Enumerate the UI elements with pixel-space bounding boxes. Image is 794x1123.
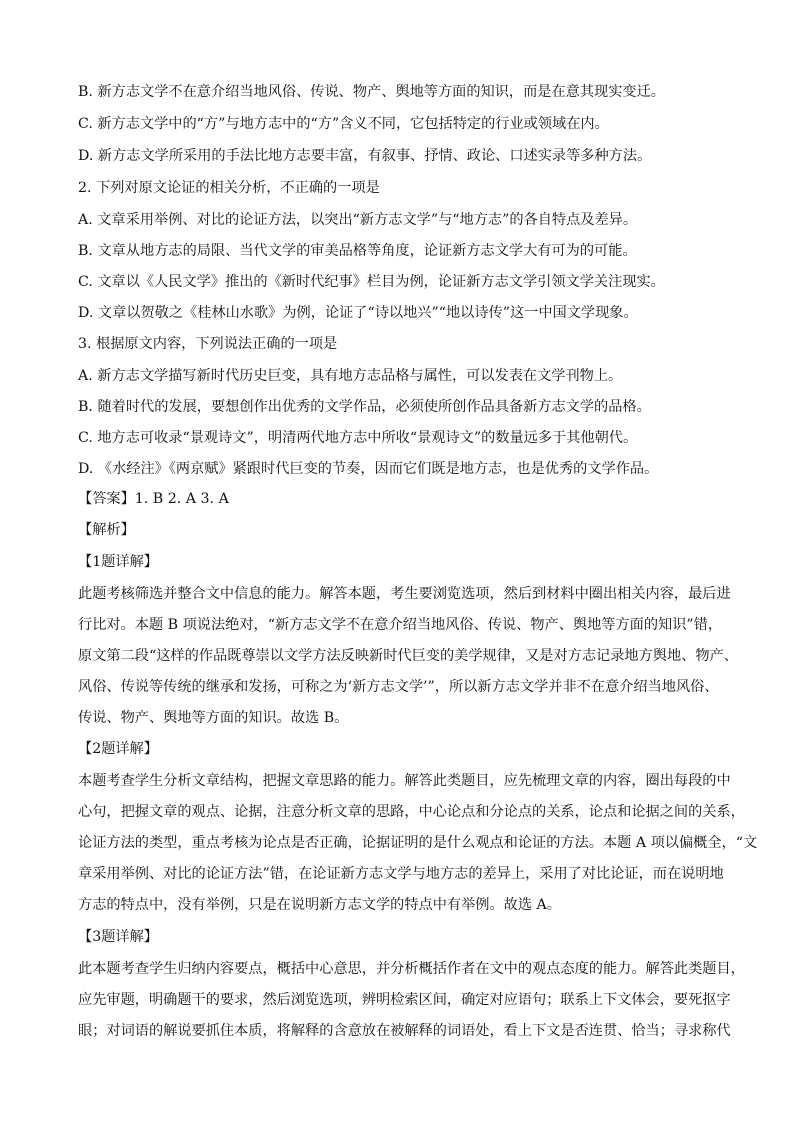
- q2-detail-line: 方志的特点中，没有举例，只是在说明新方志文学的特点中有举例。故选 A。: [78, 897, 561, 913]
- q3-detail-line: 此本题考查学生归纳内容要点，概括中心意思，并分析概括作者在文中的观点态度的能力。解答此类题目，: [78, 961, 745, 977]
- q3-detail-line: 眼；对词语的解说要抓住本质，将解释的含意放在被解释的词语处，看上下文是否连贯、恰当；寻求称代: [78, 1023, 731, 1039]
- q1-detail-line: 此题考核筛选并整合文中信息的能力。解答本题，考生要浏览选项，然后到材料中圈出相关内容，最后进: [78, 586, 731, 602]
- option-2a: A. 文章采用举例、对比的论证方法，以突出“新方志文学”与“地方志”的各自特点及差异。: [78, 212, 638, 228]
- q1-detail-heading: 【1题详解】: [78, 554, 158, 570]
- q2-detail-line: 本题考查学生分析文章结构，把握文章思路的能力。解答此类题目，应先梳理文章的内容，圈出每段的中: [78, 773, 731, 789]
- q1-detail-line: 传说、物产、舆地等方面的知识。故选 B。: [78, 710, 349, 726]
- q3-detail-line: 应先审题，明确题干的要求，然后浏览选项，辨明检索区间，确定对应语句；联系上下文体会，要死抠字: [78, 992, 731, 1008]
- option-1c: C. 新方志文学中的“方”与地方志中的“方”含义不同，它包括特定的行业或领域在内。: [78, 116, 609, 132]
- option-1b: B. 新方志文学不在意介绍当地风俗、传说、物产、舆地等方面的知识，而是在意其现实变迁。: [78, 84, 665, 100]
- q1-detail-line: 原文第二段“这样的作品既尊崇以文学方法反映新时代巨变的美学规律，又是对方志记录地方舆地、物产、: [78, 648, 738, 664]
- q1-detail-line: 行比对。本题 B 项说法绝对，“新方志文学不在意介绍当地风俗、传说、物产、舆地等方面的知识”错，: [78, 617, 723, 633]
- option-2c: C. 文章以《人民文学》推出的《新时代纪事》栏目为例，论证新方志文学引领文学关注现实。: [78, 274, 665, 290]
- option-3d: D. 《水经注》《两京赋》紧跟时代巨变的节奏，因而它们既是地方志，也是优秀的文学作品。: [78, 461, 659, 477]
- option-2b: B. 文章从地方志的局限、当代文学的审美品格等角度，论证新方志文学大有可为的可能。: [78, 243, 637, 259]
- analysis-heading: 【解析】: [78, 522, 135, 538]
- q2-detail-line: 论证方法的类型，重点考核为论点是否正确，论据证明的是什么观点和论证的方法。本题 A 项以偏概全，“文: [78, 835, 758, 851]
- q2-detail-line: 心句，把握文章的观点、论据，注意分析文章的思路，中心论点和分论点的关系，论点和论据之间的关系，: [78, 804, 745, 820]
- q3-detail-heading: 【3题详解】: [78, 929, 158, 945]
- q2-detail-line: 章采用举例、对比的论证方法”错，在论证新方志文学与地方志的差异上，采用了对比论证，而在说明地: [78, 866, 724, 882]
- answer-line: 【答案】1. B 2. A 3. A: [78, 491, 229, 507]
- option-3c: C. 地方志可收录“景观诗文”，明清两代地方志中所收“景观诗文”的数量远多于其他朝代。: [78, 430, 638, 446]
- question-2: 2. 下列对原文论证的相关分析，不正确的一项是: [78, 180, 380, 196]
- option-1d: D. 新方志文学所采用的手法比地方志要丰富，有叙事、抒情、政论、口述实录等多种方法。: [78, 148, 652, 164]
- option-3b: B. 随着时代的发展，要想创作出优秀的文学作品，必须使所创作品具备新方志文学的品格。: [78, 399, 651, 415]
- question-3: 3. 根据原文内容，下列说法正确的一项是: [78, 336, 338, 352]
- q2-detail-heading: 【2题详解】: [78, 741, 158, 757]
- q1-detail-line: 风俗、传说等传统的继承和发扬，可称之为‘新方志文学’”，所以新方志文学并非不在意介绍当地风俗、: [78, 679, 719, 695]
- option-3a: A. 新方志文学描写新时代历史巨变，具有地方志品格与属性，可以发表在文学刊物上。: [78, 368, 623, 384]
- option-2d: D. 文章以贺敬之《桂林山水歌》为例，论证了“诗以地兴”“地以诗传”这一中国文学现象。: [78, 305, 638, 321]
